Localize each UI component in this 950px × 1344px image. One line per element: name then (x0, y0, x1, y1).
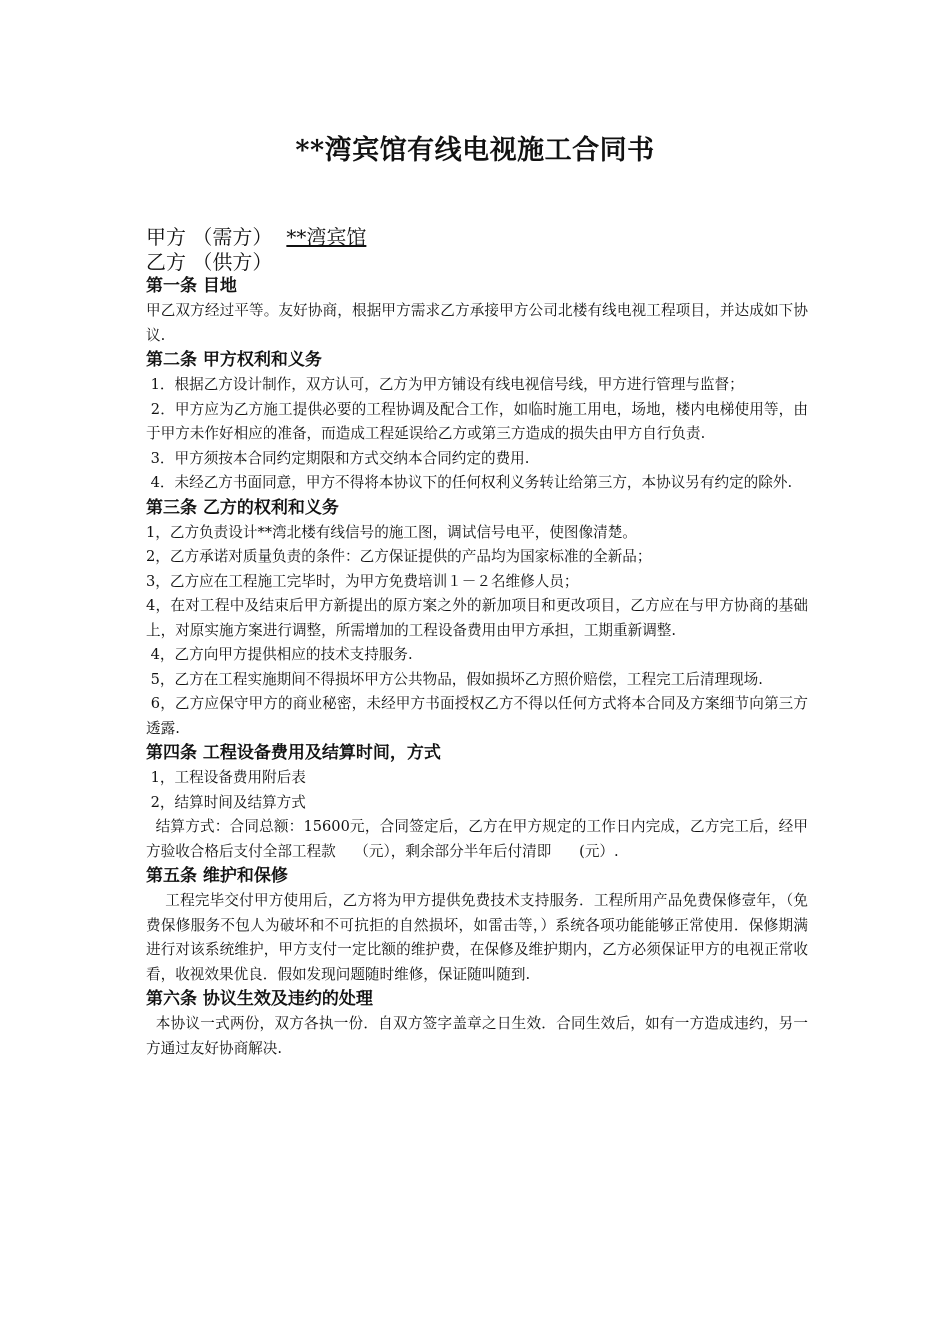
section-paragraph: 1，乙方负责设计**湾北楼有线信号的施工图，调试信号电平，使图像清楚。 (146, 523, 637, 541)
party-b-label: 乙方 （供方） (146, 250, 273, 274)
section-paragraph: 4，在对工程中及结束后甲方新提出的原方案之外的新加项目和更改项目，乙方应在与甲方协商的基础上，对原实施方案进行调整，所需增加的工程设备费用由甲方承担，工期重新调整. (146, 597, 808, 639)
section-paragraph: 2，乙方承诺对质量负责的条件：乙方保证提供的产品均为国家标准的全新品； (146, 548, 652, 565)
section-paragraph: 1，工程设备费用附后表 (146, 769, 306, 786)
section-heading: 第六条 协议生效及违约的处理 (146, 989, 373, 1009)
section-paragraph: 4，乙方向甲方提供相应的技术支持服务. (146, 646, 413, 663)
party-b-line (146, 249, 272, 275)
section-paragraph: 甲乙双方经过平等。友好协商，根据甲方需求乙方承接甲方公司北楼有线电视工程项目，并达成如下协议. (146, 302, 808, 344)
section-paragraph: 1．根据乙方设计制作，双方认可，乙方为甲方铺设有线电视信号线，甲方进行管理与监督； (146, 376, 744, 393)
section-heading: 第三条 乙方的权利和义务 (146, 497, 339, 518)
section-heading: 第一条 目地 (146, 276, 237, 296)
section-paragraph: 工程完毕交付甲方使用后，乙方将为甲方提供免费技术支持服务．工程所用产品免费保修壹年，（免费保修服务不包人为破坏和不可抗拒的自然损坏，如雷击等，）系统各项功能能够正常使用．保修期满进行对该系统维护，甲方支付一定比额的维护费，在保修及维护期内，乙方必须保证甲方的电视正常收看，收视效果优良．假如发现问题随时维修，保证随叫随到. (146, 892, 808, 983)
section-paragraph: 3，乙方应在工程施工完毕时，为甲方免费培训１－２名维修人员； (146, 572, 579, 590)
section-paragraph: 6，乙方应保守甲方的商业秘密，未经甲方书面授权乙方不得以任何方式将本合同及方案细节向第三方透露. (146, 695, 809, 737)
party-a-name: **湾宾馆 (286, 225, 367, 249)
party-a-label: 甲方 （需方） (146, 225, 273, 249)
section-paragraph: 4．未经乙方书面同意，甲方不得将本协议下的任何权利义务转让给第三方，本协议另有约定的除外. (146, 474, 793, 491)
section-paragraph: 2，结算时间及结算方式 (146, 793, 306, 811)
section-paragraph: 本协议一式两份，双方各执一份．自双方签字盖章之日生效．合同生效后，如有一方造成违约，另一方通过友好协商解决. (146, 1015, 808, 1057)
section-heading: 第五条 维护和保修 (146, 866, 288, 886)
document-title: **湾宾馆有线电视施工合同书 (295, 135, 655, 166)
section-paragraph: 2．甲方应为乙方施工提供必要的工程协调及配合工作，如临时施工用电，场地，楼内电梯使用等，由于甲方未作好相应的准备，而造成工程延误给乙方或第三方造成的损失由甲方自行负责. (146, 400, 809, 442)
section-heading: 第四条 工程设备费用及结算时间，方式 (146, 743, 441, 763)
section-paragraph: 结算方式：合同总额：15600元，合同签定后，乙方在甲方规定的工作日内完成，乙方完工后，经甲方验收合格后支付全部工程款 （元），剩余部分半年后付清即 (元）. (146, 818, 808, 860)
party-a-line (146, 224, 366, 250)
section-paragraph: 3．甲方须按本合同约定期限和方式交纳本合同约定的费用. (146, 449, 530, 467)
section-paragraph: 5，乙方在工程实施期间不得损坏甲方公共物品，假如损坏乙方照价赔偿，工程完工后清理现场. (146, 670, 763, 688)
contract-body (146, 274, 808, 1061)
section-heading: 第二条 甲方权利和义务 (146, 350, 322, 370)
